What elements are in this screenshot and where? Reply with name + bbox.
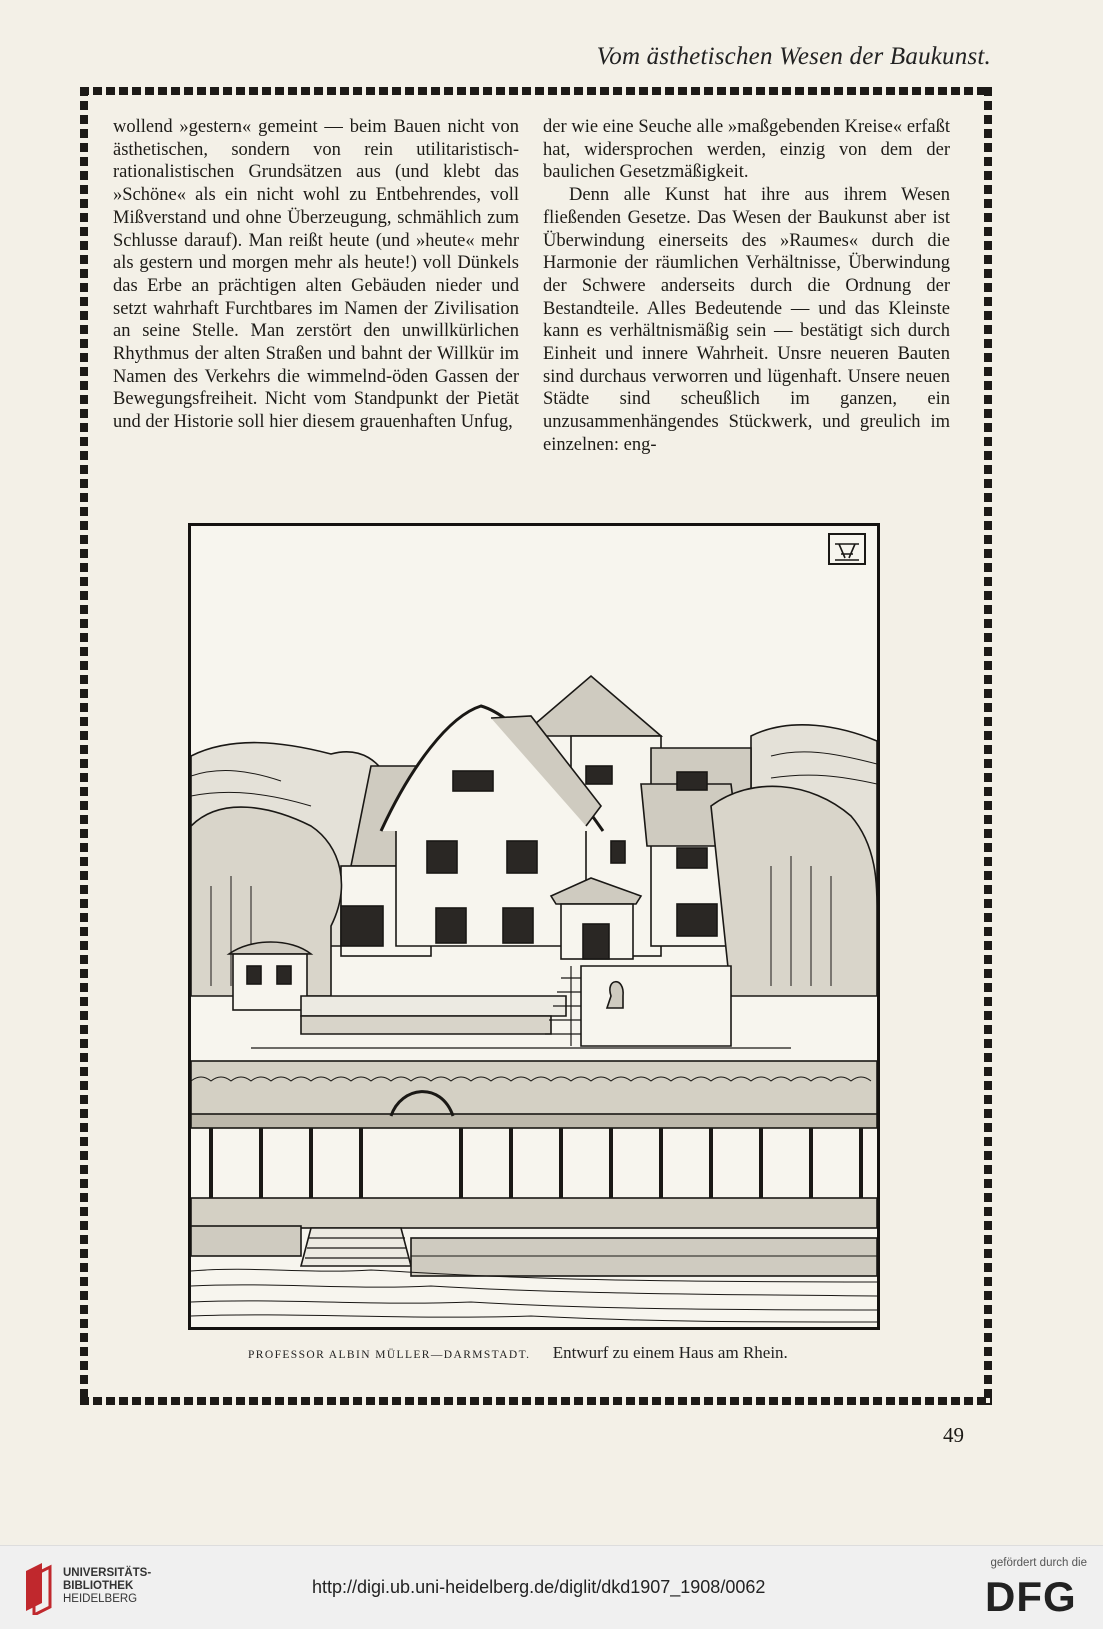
garden-pavilion (229, 942, 311, 1010)
artist-monogram (829, 534, 865, 564)
running-head: Vom ästhetischen Wesen der Baukunst. (596, 43, 991, 70)
house (341, 676, 751, 959)
house-illustration (188, 523, 880, 1330)
library-line-1: UNIVERSITÄTS- (63, 1567, 152, 1579)
page-number: 49 (943, 1423, 964, 1447)
decorative-border-top (80, 87, 992, 95)
permalink-url[interactable]: http://digi.ub.uni-heidelberg.de/diglit/dkd1907_1908/0062 (312, 1577, 766, 1597)
right-column-paragraph-2: Denn alle Kunst hat ihre aus ihrem Wesen fließenden Gesetze. Das Wesen der Baukunst aber ist Überwindung einerseits des »Raumes« durch die Harmonie der räumlichen Verhältnisse, Überwindung der Schwere anderseits durch die Ordnung der Bestandteile. Alles Bedeutende — und das Kleinste kann es verhältnismäßig sein — bestätigt sich durch Einheit und innere Wahrheit. Unsre neueren Bauten sind durchaus verworren und lügenhaft. Unsere neuen Städte sind scheußlich im ganzen, ein unzusammenhängendes Stückwerk, und greulich im einzelnen: eng- (543, 185, 950, 455)
right-column-paragraph-1: der wie eine Seuche alle »maßgebenden Kreise« erfaßt hat, widersprochen werden, einzig von dem der baulichen Gesetzmäßigkeit. (543, 117, 950, 183)
caption-title: Entwurf zu einem Haus am Rhein. (552, 1343, 788, 1362)
library-line-2: BIBLIOTHEK (63, 1580, 134, 1592)
text-column-right (543, 116, 950, 457)
digitization-footer (0, 1545, 1103, 1629)
library-line-3: HEIDELBERG (63, 1593, 138, 1605)
river-wall (191, 1226, 877, 1276)
river-water (191, 1269, 877, 1322)
funded-by-label: gefördert durch die (990, 1557, 1087, 1569)
decorative-border-right (984, 87, 992, 1405)
hedges (191, 1061, 877, 1121)
dfg-logo: DFG (985, 1573, 1077, 1620)
text-column-left (113, 116, 519, 434)
illustration-caption (248, 1343, 788, 1363)
library-name (63, 1567, 151, 1606)
decorative-border-left (80, 87, 88, 1405)
library-logo-icon (22, 1557, 55, 1615)
caption-author: PROFESSOR ALBIN MÜLLER—DARMSTADT. (248, 1349, 531, 1361)
decorative-border-bottom (80, 1397, 992, 1405)
left-column-paragraph-1: wollend »gestern« gemeint — beim Bauen nicht von ästhetischen, sondern von rein utilitaristisch-rationalistischen Grundsätzen aus (und klebt das »Schöne« als ein nicht wohl zu Entbehrendes, voll Mißverstand und ohne Überzeugung, schmählich zum Schlusse darauf). Man reißt heute (und »heute« mehr als gestern und morgen mehr als heute!) voll Dünkels das Erbe an prächtigen alten Gebäuden nieder und setzt wahrhaft Furchtbares im Namen der Zivilisation an seine Stelle. Man zerstört den unwillkürlichen Rhythmus der alten Straßen und bahnt der Willkür im Namen des Verkehrs die wimmelnd-öden Gassen der Bewegungsfreiheit. Nicht vom Standpunkt der Pietät und der Historie soll hier diesem grauenhaften Unfug, (113, 117, 519, 433)
